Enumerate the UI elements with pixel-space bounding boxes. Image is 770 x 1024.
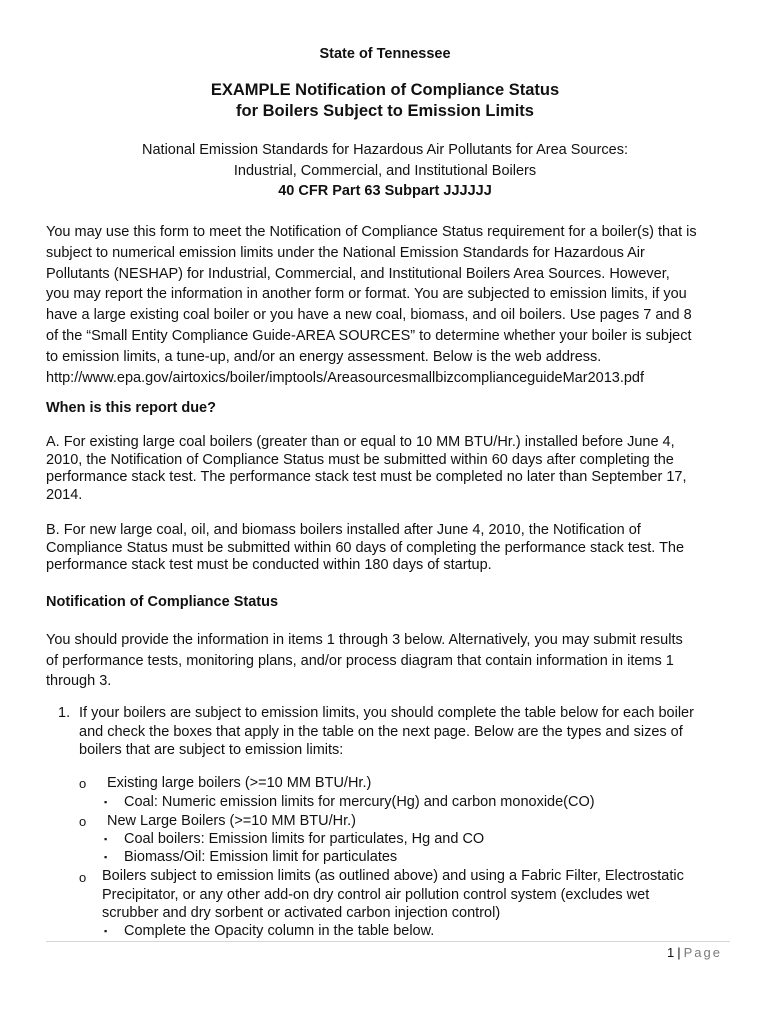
circle-bullet-icon: o xyxy=(79,776,87,791)
document-subtitle xyxy=(0,140,770,202)
ncs-heading: Notification of Compliance Status xyxy=(46,594,279,610)
title-line-1: EXAMPLE Notification of Compliance Status xyxy=(210,81,560,99)
square-bullet-icon: ▪ xyxy=(104,834,108,844)
item-1-text xyxy=(79,704,729,760)
bullet-new-coal: Coal boilers: Emission limits for particulates, Hg and CO xyxy=(124,831,485,847)
bullet-subject-boilers xyxy=(102,867,732,923)
subtitle-line-1: National Emission Standards for Hazardous Air Pollutants for Area Sources: xyxy=(142,142,628,158)
intro-line: to emission limits, a tune-up, and/or an energy assessment. Below is the web address. xyxy=(46,348,602,365)
page-label: Page xyxy=(683,945,722,960)
due-heading: When is this report due? xyxy=(46,400,216,416)
square-bullet-icon: ▪ xyxy=(104,926,108,936)
square-bullet-icon: ▪ xyxy=(104,852,108,862)
intro-line: Pollutants (NESHAP) for Industrial, Commercial, and Institutional Boilers Area Sources. However, xyxy=(46,265,670,282)
ncs-paragraph xyxy=(46,630,730,692)
circle-bullet-icon: o xyxy=(79,814,87,829)
intro-paragraph xyxy=(46,222,730,388)
bullet-existing-boilers: Existing large boilers (>=10 MM BTU/Hr.) xyxy=(107,775,372,791)
title-line-2: for Boilers Subject to Emission Limits xyxy=(236,102,534,120)
circle-bullet-icon: o xyxy=(79,870,87,885)
web-address-link[interactable]: http://www.epa.gov/airtoxics/boiler/imptools/AreasourcesmallbizcomplianceguideMar2013.pdf xyxy=(46,369,645,386)
document-title xyxy=(0,80,770,122)
state-heading: State of Tennessee xyxy=(319,46,451,62)
ncs-line: of performance tests, monitoring plans, and/or process diagram that contain information in items 1 xyxy=(46,652,674,669)
due-paragraph-a xyxy=(46,434,730,504)
intro-line: have a large existing coal boiler or you have a new coal, biomass, and oil boilers. Use pages 7 and 8 xyxy=(46,307,692,324)
due-paragraph-b xyxy=(46,522,730,575)
intro-line: of the “Small Entity Compliance Guide-AREA SOURCES” to determine whether your boiler is subject xyxy=(46,327,692,344)
page-footer xyxy=(667,945,722,960)
cfr-reference: 40 CFR Part 63 Subpart JJJJJJ xyxy=(278,183,492,199)
subject-line: Precipitator, or any other add-on dry control air pollution control system (excludes wet xyxy=(102,886,650,903)
due-a-line: performance stack test. The performance stack test must be completed no later than September 17, xyxy=(46,469,687,485)
intro-line: you may report the information in another form or format. You are subjected to emission limits, if you xyxy=(46,286,687,303)
due-a-line: 2010, the Notification of Compliance Status must be submitted within 60 days after completing the xyxy=(46,451,674,468)
ncs-line: through 3. xyxy=(46,673,112,689)
bullet-existing-coal: Coal: Numeric emission limits for mercury(Hg) and carbon monoxide(CO) xyxy=(124,794,595,810)
subject-line: Boilers subject to emission limits (as outlined above) and using a Fabric Filter, Electrostatic xyxy=(102,868,684,884)
due-b-line: B. For new large coal, oil, and biomass boilers installed after June 4, 2010, the Notification of xyxy=(46,522,641,538)
footer-divider xyxy=(46,941,730,942)
bullet-opacity: Complete the Opacity column in the table below. xyxy=(124,923,435,939)
due-b-line: performance stack test must be conducted within 180 days of startup. xyxy=(46,557,492,573)
item-number: 1. xyxy=(58,705,71,721)
footer-separator: | xyxy=(677,945,681,960)
bullet-new-boilers: New Large Boilers (>=10 MM BTU/Hr.) xyxy=(107,813,356,829)
square-bullet-icon: ▪ xyxy=(104,797,108,807)
due-b-line: Compliance Status must be submitted within 60 days of completing the performance stack test. The xyxy=(46,539,685,556)
due-a-line: A. For existing large coal boilers (greater than or equal to 10 MM BTU/Hr.) installed before June 4, xyxy=(46,434,675,450)
subject-line: scrubber and dry sorbent or activated carbon injection control) xyxy=(102,905,501,921)
intro-line: subject to numerical emission limits under the National Emission Standards for Hazardous Air xyxy=(46,244,645,261)
item-1-line: boilers that are subject to emission limits: xyxy=(79,742,344,758)
subtitle-line-2: Industrial, Commercial, and Institutional Boilers xyxy=(233,162,537,179)
page-number: 1 xyxy=(667,945,675,960)
bullet-new-biomass-oil: Biomass/Oil: Emission limit for particulates xyxy=(124,849,398,865)
ncs-line: You should provide the information in items 1 through 3 below. Alternatively, you may submit results xyxy=(46,632,683,648)
item-1-line: If your boilers are subject to emission limits, you should complete the table below for each boiler xyxy=(79,705,694,721)
due-a-line: 2014. xyxy=(46,486,83,503)
intro-line: You may use this form to meet the Notification of Compliance Status requirement for a boiler(s) that is xyxy=(46,224,697,240)
item-1-line: and check the boxes that apply in the table on the next page. Below are the types and sizes of xyxy=(79,723,683,740)
